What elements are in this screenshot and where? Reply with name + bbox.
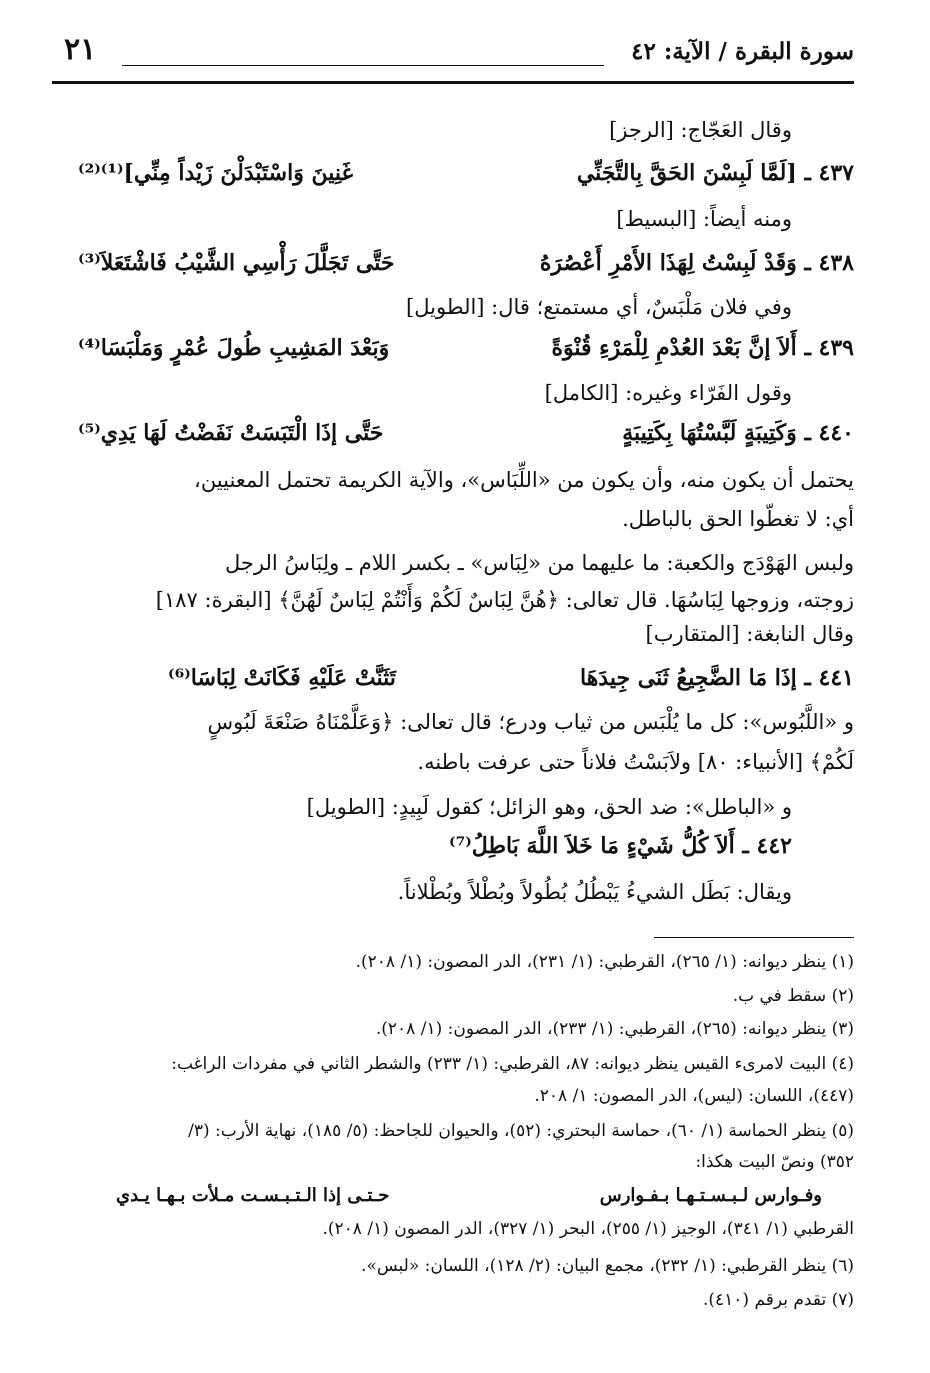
footnote-2: (٢) سقط في ب.	[732, 986, 854, 1006]
footnote-5-cont: ٣٥٢) ونصّ البيت هكذا:	[695, 1152, 854, 1172]
verse-hemistich: حَتَّى إذَا الْتَبَسَتْ نَفَضْتُ لَهَا يَدِي⁽⁵⁾	[78, 420, 384, 446]
header-thin-rule	[122, 65, 604, 66]
footnote-3: (٣) ينظر ديوانه: (٢٦٥)، القرطبي: (١/ ٢٣٣)، الدر المصون: (١/ ٢٠٨).	[375, 1019, 854, 1039]
verse-442: ٤٤٢ ـ أَلاَ كُلُّ شَيْءٍ مَا خَلاَ اللَّهَ بَاطِلُ⁽⁷⁾	[449, 833, 792, 859]
footnote-6: (٦) ينظر القرطبي: (١/ ٢٣٢)، مجمع البيان: (٢/ ١٢٨)، اللسان: «لبس».	[361, 1256, 854, 1276]
verse-hemistich: ٤٤١ ـ إذَا مَا الضَّجِيعُ ثَنَى جِيدَهَا	[580, 665, 854, 691]
verse-hemistich: وَبَعْدَ المَشِيبِ طُولَ عُمْرٍ وَمَلْبَسَا⁽⁴⁾	[78, 335, 390, 361]
verse-hemistich: ٤٣٨ ـ وَقَدْ لَبِسْتُ لِهَذَا الأَمْرِ أَعْصُرَهُ	[539, 250, 854, 276]
footnote-5-verse	[116, 1185, 822, 1213]
text-line: لَكُمْ﴾ [الأنبياء: ٨٠] ولاَبَسْتُ فلاناً حتى عرفت باطنه.	[417, 750, 854, 774]
text-line: أي: لا تغطّوا الحق بالباطل.	[622, 507, 854, 531]
verse-hemistich: غَنِينَ وَاسْتَبْدَلْنَ زَيْداً مِنِّي]⁽¹⁾⁽²⁾	[78, 160, 354, 186]
verse-hemistich: حـتـى إذا الـتـبـسـت مـلأت بـهـا يـدي	[116, 1185, 390, 1206]
footnote-1: (١) ينظر ديوانه: (١/ ٢٦٥)، القرطبي: (١/ ٢٣١)، الدر المصون: (١/ ٢٠٨).	[355, 952, 854, 972]
footnote-4-cont: (٤٤٧)، اللسان: (ليس)، الدر المصون: ١/ ٢٠٨.	[534, 1086, 854, 1106]
verse-440	[78, 420, 854, 454]
text-line: وقال العَجّاج: [الرجز]	[609, 118, 792, 142]
text-line: وقول الفَرّاء وغيره: [الكامل]	[544, 381, 792, 405]
verse-438	[78, 250, 854, 284]
verse-437	[78, 160, 854, 194]
text-line: زوجته، وزوجها لِبَاسُهَا. قال تعالى: ﴿هُنَّ لِبَاسٌ لَكُمْ وَأَنْتُمْ لِبَاسٌ لَهُنَّ﴾ [البقرة: ١٨٧]	[155, 588, 854, 612]
header-rule	[52, 81, 854, 84]
text-line: ولبس الهَوْدَج والكعبة: ما عليهما من «لِبَاس» ـ بكسر اللام ـ ولِبَاسُ الرجل	[224, 551, 854, 575]
footnote-5: (٥) ينظر الحماسة (١/ ٦٠)، حماسة البحتري: (٥٢)، والحيوان للجاحظ: (٥/ ١٨٥)، نهاية الأرب: (٣/	[188, 1121, 854, 1141]
verse-441	[78, 665, 854, 699]
text-line: و «اللَّبُوس»: كل ما يُلْبَس من ثياب ودرع؛ قال تعالى: ﴿وَعَلَّمْنَاهُ صَنْعَةَ لَبُوسٍ	[207, 710, 854, 734]
verse-hemistich: حَتَّى تَجَلَّلَ رَأْسِي الشَّيْبُ فَاشْتَعَلاَ⁽³⁾	[78, 250, 395, 276]
text-line: ويقال: بَطَل الشيءُ يَبْطُلُ بُطُولاً وبُطْلاً وبُطْلاناً.	[397, 880, 792, 904]
text-line: وقال النابغة: [المتقارب]	[645, 622, 854, 646]
text-line: ومنه أيضاً: [البسيط]	[616, 207, 792, 231]
running-title: سورة البقرة / الآية: ٤٢	[631, 38, 854, 65]
footnote-5-refs: القرطبي (١/ ٣٤١)، الوجيز (١/ ٢٥٥)، البحر (١/ ٣٢٧)، الدر المصون (١/ ٢٠٨).	[322, 1219, 854, 1239]
verse-439	[78, 335, 854, 369]
text-line: يحتمل أن يكون منه، وأن يكون من «اللِّبَاس»، والآية الكريمة تحتمل المعنيين،	[194, 468, 854, 492]
text-line: وفي فلان مَلْبَسٌ، أي مستمتع؛ قال: [الطويل]	[406, 295, 792, 319]
page-number: ٢١	[64, 32, 97, 67]
verse-hemistich: ٤٤٠ ـ وَكَتِيبَةٍ لَبَّسْتُهَا بِكَتِيبَةٍ	[622, 420, 854, 446]
text-line: و «الباطل»: ضد الحق، وهو الزائل؛ كقول لَبِيدٍ: [الطويل]	[306, 795, 792, 819]
footnote-separator	[654, 937, 854, 938]
page-header	[52, 32, 854, 82]
footnote-7: (٧) تقدم برقم (٤١٠).	[702, 1290, 854, 1310]
verse-hemistich: تَثَنَّتْ عَلَيْهِ فَكَانَتْ لِبَاسَا⁽⁶⁾	[168, 665, 396, 691]
verse-hemistich: وفـوارس لـبـسـتـهـا بـفـوارس	[599, 1185, 822, 1206]
verse-hemistich: ٤٣٧ ـ [لَمَّا لَبِسْنَ الحَقَّ بِالتَّجَنِّي	[576, 160, 854, 186]
footnote-4: (٤) البيت لامرىء القيس ينظر ديوانه: ٨٧، القرطبي: (١/ ٢٣٣) والشطر الثاني في مفردات الراغب:	[171, 1054, 854, 1074]
verse-hemistich: ٤٣٩ ـ أَلاَ إنَّ بَعْدَ العُدْمِ لِلْمَرْءِ قُنْوَةً	[551, 335, 854, 361]
